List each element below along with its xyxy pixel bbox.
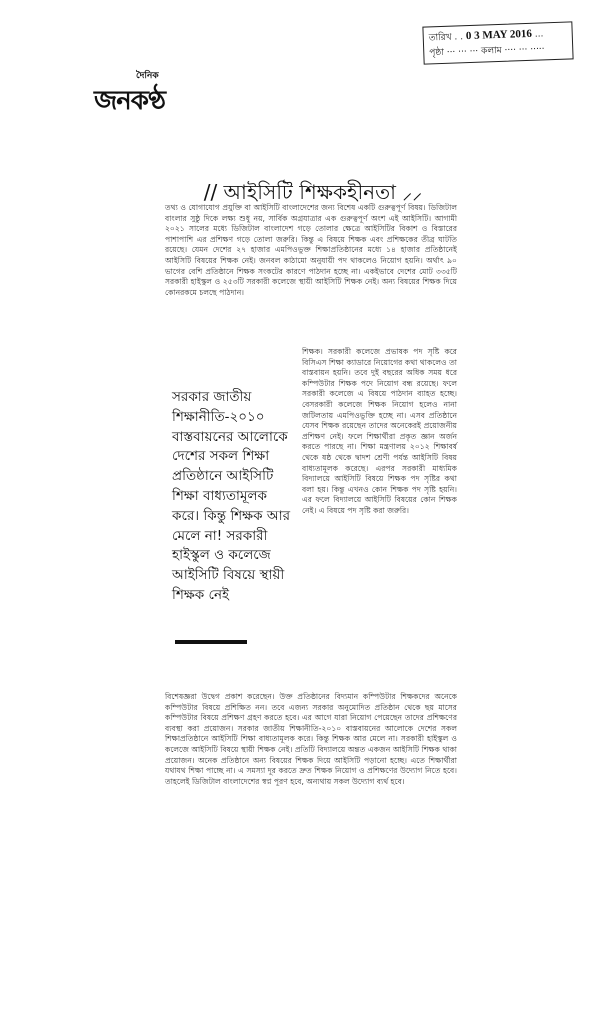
masthead-logo: জনকণ্ঠ [94, 86, 165, 116]
body-paragraph: বিশেষজ্ঞরা উদ্বেগ প্রকাশ করেছেন। উক্ত প্রতিষ্ঠানের বিদ্যমান কম্পিউটার শিক্ষকদের অনেকে কম্পিউটার বিষয়ে প্রশিক্ষিত নন। তবে এজন্য সরকার অনুমোদিত প্রতিষ্ঠান থেকে ছয় মাসের কম্পিউটার বিষয়ে প্রশিক্ষণ গ্রহণ করতে হবে। এর আগে যারা নিয়োগ পেয়েছেন তাদের প্রশিক্ষণের ব্যবস্থা করা প্রয়োজন। সরকার জাতীয় শিক্ষানীতি-২০১০ বাস্তবায়নের আলোকে দেশের সকল শিক্ষাপ্রতিষ্ঠানে আইসিটি শিক্ষা বাধ্যতামূলক করে। কিন্তু শিক্ষক আর মেলে না। সরকারী হাইস্কুল ও কলেজে আইসিটি বিষয়ে স্থায়ী শিক্ষক নেই। প্রতিটি বিদ্যালয়ে অন্তত একজন আইসিটি শিক্ষক থাকা প্রয়োজন। অনেক প্রতিষ্ঠানে অন্য বিষয়ের শিক্ষক দিয়ে আইসিটি পড়ানো হচ্ছে। এতে শিক্ষার্থীরা যথাযথ শিক্ষা পাচ্ছে না। এ সমস্যা দূর করতে দ্রুত শিক্ষক নিয়োগ ও প্রশিক্ষণের উদ্যোগ নিতে হবে। তাহলেই ডিজিটাল বাংলাদেশের স্বপ্ন পূরণ হবে, অন্যথায় সকল উদ্যোগ ব্যর্থ হবে। [165, 692, 457, 786]
pull-quote: সরকার জাতীয় শিক্ষানীতি-২০১০ বাস্তবায়নের আলোকে দেশের সকল শিক্ষা প্রতিষ্ঠানে আইসিটি শিক্ষা বাধ্যতামূলক করে। কিন্তু শিক্ষক আর মেলে না! সরকারী হাইস্কুল ও কলেজে আইসিটি বিষয়ে স্থায়ী শিক্ষক নেই [172, 389, 291, 603]
article-title-text: আইসিটি শিক্ষকহীনতা [223, 180, 396, 204]
stamp-column-label: কলাম [480, 45, 502, 57]
stamp-date-label: তারিখ [428, 32, 452, 44]
body-paragraph: তথ্য ও যোগাযোগ প্রযুক্তি বা আইসিটি বাংলাদেশের জন্য বিশেষ একটি গুরুত্বপূর্ণ বিষয়। ডিজিটাল বাংলার সুষ্ঠু দিকে লক্ষ্য শুধু নয়, সার্বিক অগ্রযাত্রার এক গুরুত্বপূর্ণ অংশ এই আইসিটি। আগামী ২০২১ সালের মধ্যে ডিজিটাল বাংলাদেশ গড়ে তোলার ক্ষেত্রে আইসিটির বিকাশ ও বিস্তারের পাশাপাশি এর প্রশিক্ষণ গড়ে তোলা জরুরি। কিন্তু এ বিষয়ে শিক্ষক এবং প্রশিক্ষকের তীব্র ঘাটতি রয়েছে। যেমন দেশের ২৭ হাজার এমপিওভুক্ত শিক্ষাপ্রতিষ্ঠানের মধ্যে ১৪ হাজার প্রতিষ্ঠানেই আইসিটি বিষয়ের শিক্ষক নেই। জনবল কাঠামো অনুযায়ী পদ থাকলেও নিয়োগ হয়নি। অর্থাৎ ৯০ ভাগের বেশি প্রতিষ্ঠানে শিক্ষক সংকটের কারণে পাঠদান হচ্ছে না। একইভাবে দেশের মোট ৩৩৫টি সরকারী হাইস্কুল ও ২৫৩টি সরকারী কলেজে স্থায়ী আইসিটি শিক্ষক নেই। অন্য বিষয়ের শিক্ষক দিয়ে কোনরকমে চলছে পাঠদান। [165, 203, 457, 297]
date-stamp: তারিখ . . 0 3 MAY 2016 ... পৃষ্ঠা ··· ··· ··· কলাম ···· ··· ····· [422, 21, 573, 64]
masthead-prefix: দৈনিক [136, 71, 159, 81]
article-title: // আইসিটি শিক্ষকহীনতা ⸝⸝ [203, 180, 423, 204]
body-paragraph: শিক্ষক। সরকারী কলেজে প্রভাষক পদ সৃষ্টি করে বিসিএস শিক্ষা ক্যাডারে নিয়োগের কথা থাকলেও তা বাস্তবায়ন হয়নি। তবে দুই বছরের অধিক সময় ধরে কম্পিউটার শিক্ষক পদে নিয়োগ বন্ধ রয়েছে। ফলে সরকারী কলেজে এ বিষয়ে পাঠদান ব্যাহত হচ্ছে। বেসরকারী কলেজে শিক্ষক নিয়োগ হলেও নানা জটিলতায় এমপিওভুক্তি হচ্ছে না। এসব প্রতিষ্ঠানে যেসব শিক্ষক রয়েছেন তাদের অনেকেরই প্রয়োজনীয় প্রশিক্ষণ নেই। ফলে শিক্ষার্থীরা প্রকৃত জ্ঞান অর্জন করতে পারছে না। শিক্ষা মন্ত্রণালয় ২০১২ শিক্ষাবর্ষ থেকে ষষ্ঠ থেকে দ্বাদশ শ্রেণী পর্যন্ত আইসিটি বিষয় বাধ্যতামূলক করেছে। এরপর সরকারী মাধ্যমিক বিদ্যালয়ে আইসিটি বিষয়ে শিক্ষক পদ সৃষ্টির কথা বলা হয়। কিন্তু এখনও কোন শিক্ষক পদ সৃষ্টি হয়নি। এর ফলে বিদ্যালয়ে আইসিটি বিষয়ের কোন শিক্ষক নেই। এ বিষয়ে পদ সৃষ্টি করা জরুরি। [302, 347, 457, 515]
article-body-bottom [165, 692, 457, 787]
article-body-right-column [302, 347, 457, 517]
stamp-page-label: পৃষ্ঠা [429, 47, 445, 59]
article-body-top [165, 203, 457, 298]
pull-quote-divider [175, 640, 247, 644]
stamp-date-value: 0 3 MAY 2016 [465, 27, 533, 43]
